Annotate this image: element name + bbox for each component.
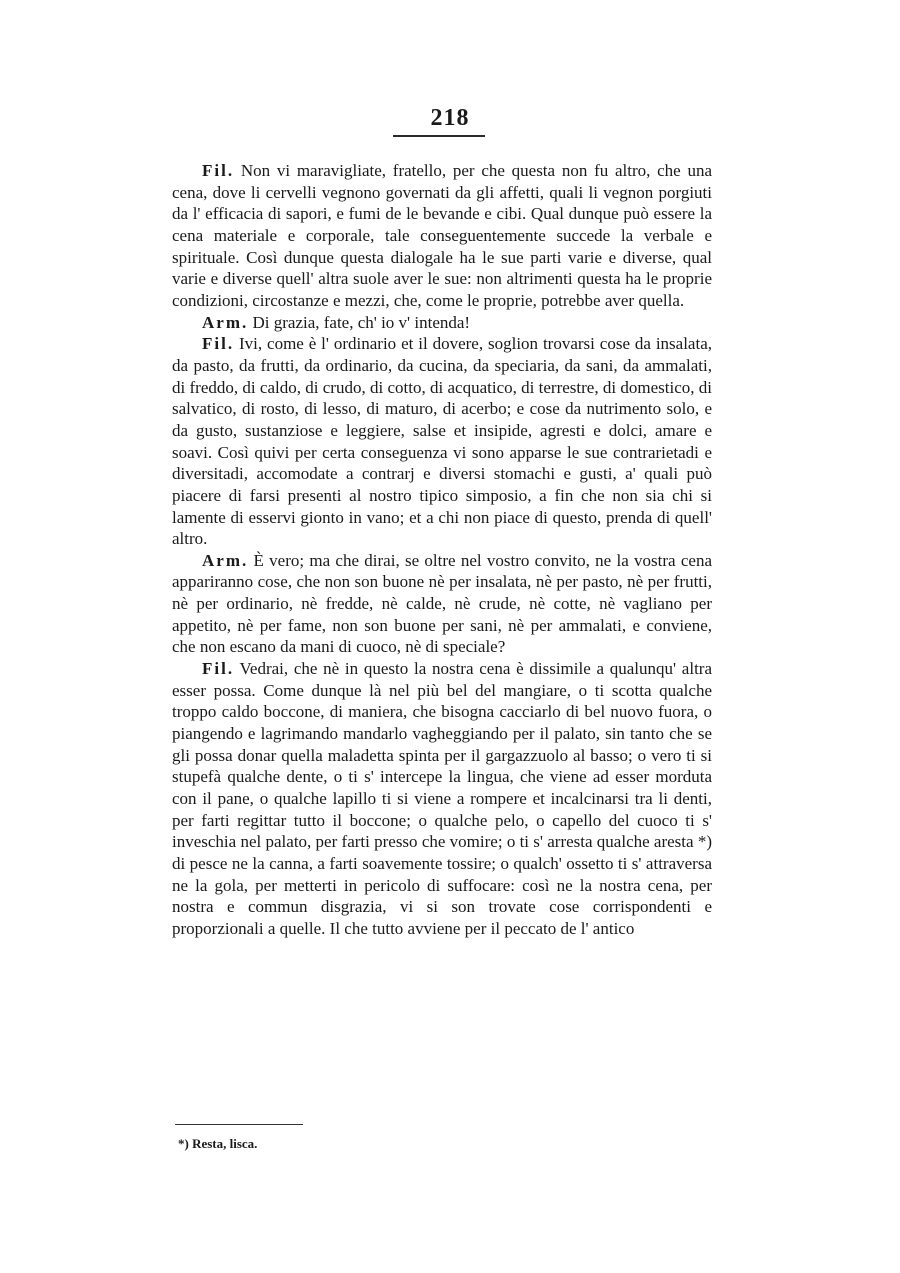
paragraph [172,658,712,940]
paragraph-text: Non vi maravigliate, fratello, per che questa non fu altro, che una cena, dove li cervelli vegnono governati da gli affetti, quali li vegnon porgiuti da l' efficacia di sapori, e fumi de le bevande e cibi. Qual dunque può essere la cena materiale e corporale, tale conseguentemente succede la verbale e spirituale. Così dunque questa dialogale ha le sue parti varie e diverse, qual varie e diverse quell' altra suole aver le sue: non altrimenti questa ha le proprie condizioni, circostanze e mezzi, che, come le proprie, potrebbe aver quella. [172,161,713,310]
speaker-label: Fil. [202,161,235,180]
dialogue-text [172,160,712,940]
paragraph [172,160,712,312]
paragraph-text: Vedrai, che nè in questo la nostra cena è dissimile a qualunqu' altra esser possa. Come dunque là nel più bel del mangiare, o ti scotta qualche troppo caldo boccone, di maniera, che bisogna cacciarlo di bel nuovo fuora, o piangendo e lagrimando mandarlo vagheggiando per il palato, sin tanto che se gli possa donar quella maladetta spinta per il gargazzuolo al basso; o vero ti si stupefà qualche dente, o ti s' intercepe la lingua, che viene ad esser morduta con il pane, o qualche lapillo ti si viene a rompere et incalcinarsi tra li denti, per farti regittar tutto il boccone; o qualche pelo, o capello del cuoco ti s' inveschia nel palato, per farti presso che vomire; o ti s' arresta qualche aresta *) di pesce ne la canna, a farti soavemente tossire; o qualch' ossetto ti s' attraversa ne la gola, per metterti in pericolo di suffocare: così ne la nostra cena, per nostra e commun disgrazia, vi si son trovate cose corrispondenti e proporzionali a quelle. Il che tutto avviene per il peccato de l' antico [172,659,712,938]
speaker-label: Fil. [202,334,235,354]
paragraph [172,550,712,658]
footnote: *) Resta, lisca. [178,1136,258,1151]
speaker-label: Fil. [202,659,235,679]
footnote-rule [175,1124,303,1125]
paragraph-text: Ivi, come è l' ordinario et il dovere, soglion trovarsi cose da insalata, da pasto, da frutti, da ordinario, da cucina, da speciaria, da sani, da ammalati, di freddo, di caldo, di crudo, di cotto, di acquatico, di terrestre, di domestico, di salvatico, di rosto, di lesso, di maturo, di acerbo; e cose da nutrimento solo, e da gusto, sustanziose e leggiere, salse et insipide, agresti e dolci, amare e soavi. Così quivi per certa conseguenza vi sono apparse le sue contrarietadi e diversitadi, accomodate a contrarj e diversi stomachi e gusti, a' quali può piacere di farsi presenti al nostro tipico simposio, a fin che non sia chi si lamente di esservi gionto in vano; et a chi non piace di questo, prenda di quell' altro. [172,334,712,549]
paragraph [172,333,712,550]
speaker-label: Arm. [202,550,249,570]
page-number: 218 [430,105,470,131]
paragraph [172,312,712,334]
paragraph-text: Di grazia, fate, ch' io v' intenda! [252,312,471,332]
speaker-label: Arm. [202,312,249,332]
paragraph-text: È vero; ma che dirai, se oltre nel vostro convito, ne la vostra cena appariranno cose, che non son buone nè per insalata, nè per pasto, nè per frutti, nè per ordinario, nè fredde, nè calde, nè crude, nè cotte, nè vagliano per appetito, nè per fame, non son buone per sani, nè per ammalati, e conviene, che non escano da mani di cuoco, nè di speciale? [172,550,712,657]
page-number-rule [393,135,485,137]
